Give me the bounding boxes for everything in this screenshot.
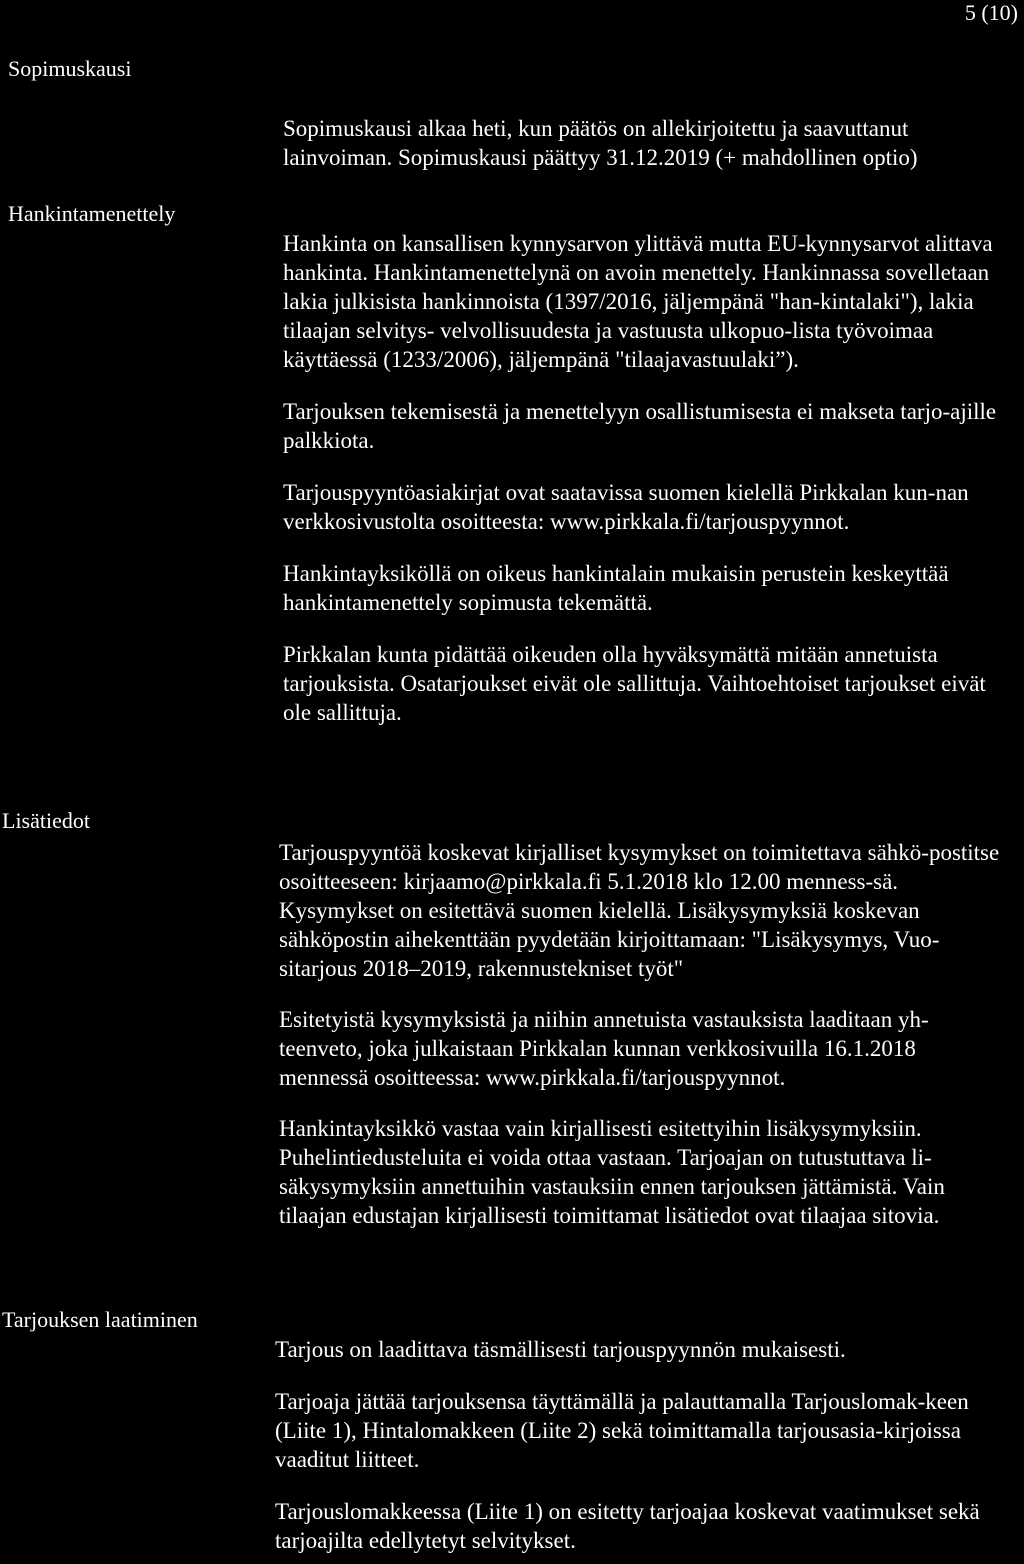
section-body-lisatiedot: [279, 838, 1009, 1230]
section-label-tarjouksen-laatiminen: Tarjouksen laatiminen: [2, 1307, 198, 1332]
paragraph: Tarjouspyyntöasiakirjat ovat saatavissa suomen kielellä Pirkkalan kun-nan verkkosivustolta osoitteesta: www.pirkkala.fi/tarjouspyynnot.: [283, 480, 969, 534]
section-label-hankintamenettely: Hankintamenettely: [8, 201, 176, 226]
paragraph: Tarjous on laadittava täsmällisesti tarjouspyynnön mukaisesti.: [275, 1337, 846, 1362]
section-body-tarjouksen-laatiminen: [275, 1335, 1005, 1555]
paragraph: Sopimuskausi alkaa heti, kun päätös on allekirjoitettu ja saavuttanut lainvoiman. Sopimuskausi päättyy 31.12.2019 (+ mahdollinen optio): [283, 116, 918, 170]
paragraph: Tarjouspyyntöä koskevat kirjalliset kysymykset on toimitettava sähkö-postitse osoitteeseen: kirjaamo@pirkkala.fi 5.1.2018 klo 12.00 menness-sä. Kysymykset on esitettävä suomen kielellä. Lisäkysymyksiä koskevan sähköpostin aihekenttään pyydetään kirjoittamaan: "Lisäkysymys, Vuo-sitarjous 2018–2019, rakennustekniset työt": [279, 840, 1000, 981]
paragraph: Tarjouksen tekemisestä ja menettelyyn osallistumisesta ei makseta tarjo-ajille palkkiota.: [283, 399, 997, 453]
paragraph: Pirkkalan kunta pidättää oikeuden olla hyväksymättä mitään annetuista tarjouksista. Osatarjoukset eivät ole sallittuja. Vaihtoehtoiset tarjoukset eivät ole sallittuja.: [283, 642, 986, 725]
paragraph: Hankintayksiköllä on oikeus hankintalain mukaisin perustein keskeyttää hankintamenettely sopimusta tekemättä.: [283, 561, 949, 615]
page-number: 5 (10): [964, 0, 1018, 25]
paragraph: Tarjouslomakkeessa (Liite 1) on esitetty tarjoajaa koskevat vaatimukset sekä tarjoajilta edellytetyt selvitykset.: [275, 1499, 980, 1553]
paragraph: Esitetyistä kysymyksistä ja niihin annetuista vastauksista laaditaan yh-teenveto, joka julkaistaan Pirkkalan kunnan verkkosivuilla 16.1.2018 mennessä osoitteessa: www.pirkkala.fi/tarjouspyynnot.: [279, 1007, 929, 1090]
section-label-sopimuskausi: Sopimuskausi: [8, 56, 132, 81]
section-label-lisatiedot: Lisätiedot: [2, 808, 90, 833]
paragraph: Tarjoaja jättää tarjouksensa täyttämällä ja palauttamalla Tarjouslomak-keen (Liite 1), Hintalomakkeen (Liite 2) sekä toimittamalla tarjousasia-kirjoissa vaaditut liitteet.: [275, 1389, 969, 1472]
paragraph: Hankinta on kansallisen kynnysarvon ylittävä mutta EU-kynnysarvot alittava hankinta. Hankintamenettelynä on avoin menettely. Hankinnassa sovelletaan lakia julkisista hankinnoista (1397/2016, jäljempänä "han-kintalaki"), lakia tilaajan selvitys- velvollisuudesta ja vastuusta ulkopuo-lista työvoimaa käyttäessä (1233/2006), jäljempänä "tilaajavastuulaki”).: [283, 231, 993, 372]
section-body-sopimuskausi: [283, 114, 1013, 172]
section-body-hankintamenettely: [283, 229, 1013, 727]
paragraph: Hankintayksikkö vastaa vain kirjallisesti esitettyihin lisäkysymyksiin. Puhelintiedusteluita ei voida ottaa vastaan. Tarjoajan on tutustuttava li-säkysymyksiin annettuihin vastauksiin ennen tarjouksen jättämistä. Vain tilaajan edustajan kirjallisesti toimittamat lisätiedot ovat tilaajaa sitovia.: [279, 1116, 945, 1228]
